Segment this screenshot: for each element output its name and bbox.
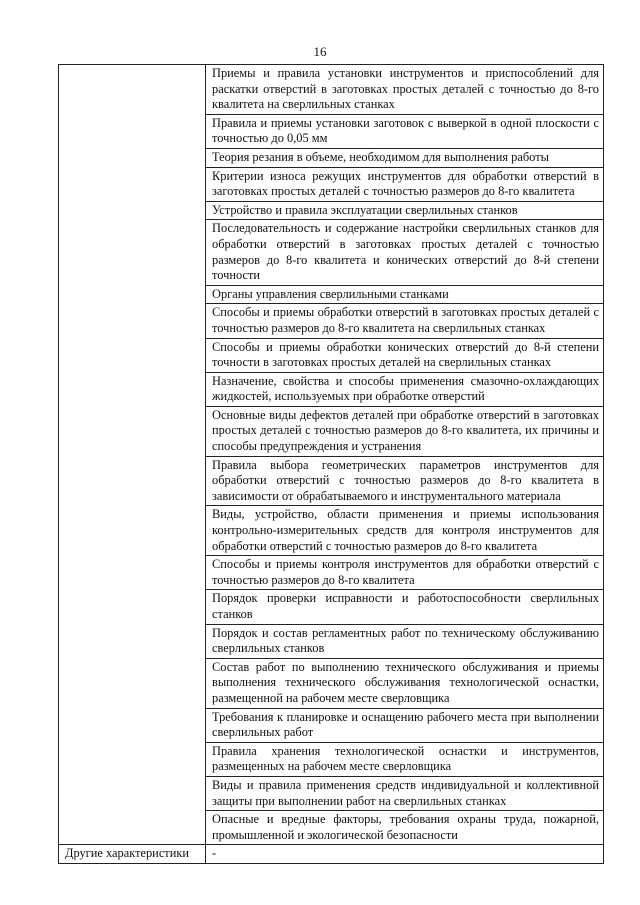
- knowledge-item: Способы и приемы обработки конических отверстий до 8-й степени точности в заготовках простых деталей на сверлильных станках: [206, 338, 604, 372]
- knowledge-label-cell: [59, 65, 206, 845]
- knowledge-item: Порядок и состав регламентных работ по техническому обслуживанию сверлильных станков: [206, 624, 604, 658]
- knowledge-item: Назначение, свойства и способы применения смазочно-охлаждающих жидкостей, используемых при обработке отверстий: [206, 372, 604, 406]
- knowledge-item: Виды, устройство, области применения и приемы использования контрольно-измерительных средств для контроля инструментов для обработки отверстий с точностью размеров до 8-го квалитета: [206, 506, 604, 556]
- knowledge-item: Критерии износа режущих инструментов для обработки отверстий в заготовках простых деталей с точностью размеров до 8-го квалитета: [206, 167, 604, 201]
- other-characteristics-label: Другие характеристики: [59, 845, 206, 864]
- knowledge-item: Правила выбора геометрических параметров инструментов для обработки отверстий с точностью размеров до 8-го квалитета в зависимости от обрабатываемого и инструментального материала: [206, 456, 604, 506]
- knowledge-item: Последовательность и содержание настройки сверлильных станков для обработки отверстий в заготовках простых деталей с точностью размеров до 8-го квалитета и конических отверстий до 8-й степени точности: [206, 220, 604, 285]
- page-number: 16: [313, 44, 327, 59]
- knowledge-item: Теория резания в объеме, необходимом для выполнения работы: [206, 148, 604, 167]
- knowledge-item: Правила хранения технологической оснастки и инструментов, размещенных на рабочем месте сверловщика: [206, 742, 604, 776]
- knowledge-item: Органы управления сверлильными станками: [206, 285, 604, 304]
- knowledge-item: Опасные и вредные факторы, требования охраны труда, пожарной, промышленной и экологической безопасности: [206, 811, 604, 845]
- knowledge-row: [59, 65, 604, 115]
- knowledge-table-body: [59, 65, 604, 864]
- knowledge-item: Способы и приемы контроля инструментов для обработки отверстий с точностью размеров до 8-го квалитета: [206, 556, 604, 590]
- knowledge-item: Способы и приемы обработки отверстий в заготовках простых деталей с точностью размеров до 8-го квалитета на сверлильных станках: [206, 304, 604, 338]
- knowledge-table: [58, 64, 604, 864]
- knowledge-item: Правила и приемы установки заготовок с выверкой в одной плоскости с точностью до 0,05 мм: [206, 114, 604, 148]
- knowledge-item: Требования к планировке и оснащению рабочего места при выполнении сверлильных работ: [206, 708, 604, 742]
- knowledge-item: Порядок проверки исправности и работоспособности сверлильных станков: [206, 590, 604, 624]
- knowledge-item: Виды и правила применения средств индивидуальной и коллективной защиты при выполнении работ на сверлильных станках: [206, 776, 604, 810]
- other-characteristics-value: -: [206, 845, 604, 864]
- other-characteristics-row: [59, 845, 604, 864]
- knowledge-item: Основные виды дефектов деталей при обработке отверстий в заготовках простых деталей с точностью размеров до 8-го квалитета, их причины и способы предупреждения и устранения: [206, 406, 604, 456]
- knowledge-item: Приемы и правила установки инструментов и приспособлений для раскатки отверстий в заготовках простых деталей с точностью до 8-го квалитета на сверлильных станках: [206, 65, 604, 115]
- knowledge-item: Устройство и правила эксплуатации сверлильных станков: [206, 201, 604, 220]
- knowledge-item: Состав работ по выполнению технического обслуживания и приемы выполнения технического обслуживания технологической оснастки, размещенной на рабочем месте сверловщика: [206, 658, 604, 708]
